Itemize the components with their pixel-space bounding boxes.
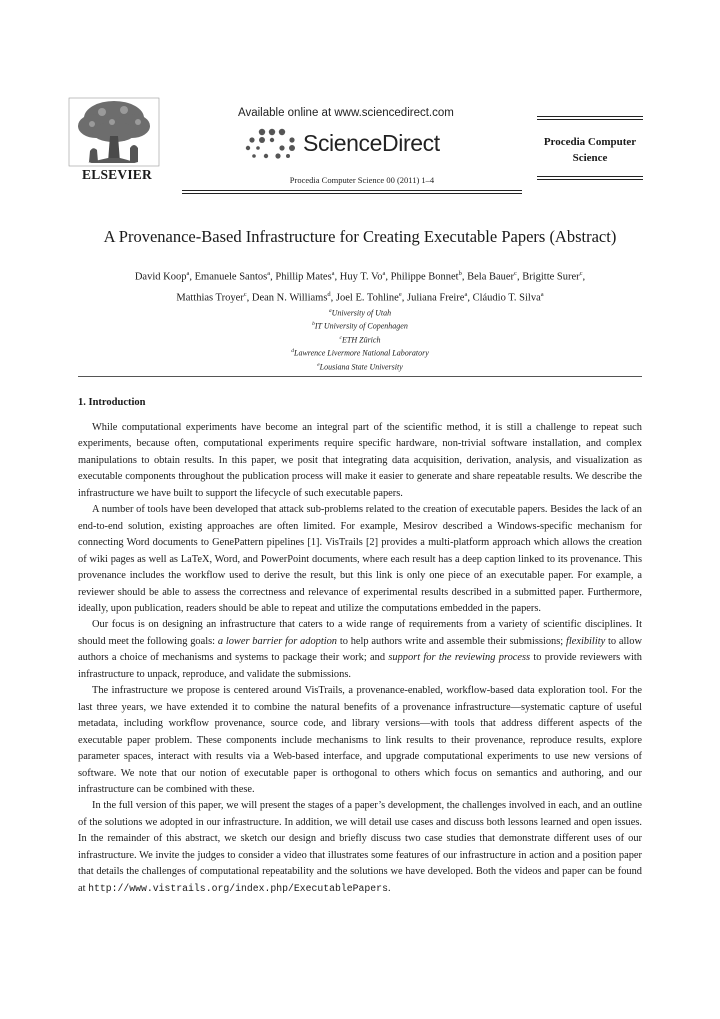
affiliation-marker: d [327,290,331,298]
author-name: Emanuele Santos [194,271,268,283]
text-run: to allow authors a choice of mechanisms and systems to package their work; and [78,635,642,664]
affiliation-marker: e [398,290,402,298]
journal-box-rule [537,116,643,117]
affiliation-name: IT University of Copenhagen [314,322,408,332]
affiliation-marker: a [540,290,544,298]
section-body [78,420,642,897]
emphasis-text: a lower barrier for adoption [217,635,338,647]
text-run: While computational experiments have become an integral part of the scientific method, it is still a challenge to repeat such experiments, because often, computational experiments require specific hardware, non-trivial software installation, and complex manipulations to obtain results. In this paper, we posit that integrating data acquisition, derivation, analysis, and visualization as executable components throughout the publication process will make it easier to generate and share repeatable results. We describe the infrastructure we have built to support the lifecycle of such executable papers. [78,422,642,499]
text-run: to help authors write and assemble their submissions; [337,635,566,647]
affiliation-key: d [291,348,294,355]
section-heading: 1. Introduction [78,397,146,408]
author-name: Phillip Mates [275,271,332,283]
author-name: David Koop [134,271,187,283]
author-name: Philippe Bonnet [390,271,459,283]
url-link[interactable]: http://www.vistrails.org/index.php/ExecutablePapers [88,882,388,894]
text-run: Our focus is on designing an infrastructure that caters to a wide range of requirements from a variety of scientific disciplines. It should meet the following goals: [78,619,642,647]
available-online-text: Available online at www.sciencedirect.com [238,107,454,119]
text-run: . [387,882,391,894]
affiliation-marker: a [186,270,190,277]
affiliation-key: a [328,308,332,314]
author-list: David Koop$^a$, Emanuele Santos$^a$, Phillip Mates$^a$, Huy T. Vo$^a$, Philippe Bonnet$^b$, Bela Bauer$^c$, Brigitte Surer$^c$, Matthias Troyer$^c$, Dean N. Williams$^d$, Joel E. Tohline$^e$, Juliana Freire$^a$, Cláudio T. Silva$^a$ [134,270,586,303]
affiliation-name: Lawrence Livermore National Laboratory [294,349,429,359]
emphasis-text: flexibility [565,635,606,647]
sciencedirect-wordmark: ScienceDirect [303,130,440,156]
author-name: Juliana Freire [407,292,465,303]
text-run: A number of tools have been developed that attack sub-problems related to the creation of executable papers. Besides the lack of an end-to-end solution, existing approaches are often limited. For example, Mesirov described a Windows-specific mechanism for connecting Word documents to GenePattern pipelines [1]. VisTrails [2] provides a multi-platform approach which allows the creation of wiki pages as well as LaTeX, Word, and PowerPoint documents, where each result has a deep caption linked to its provenance. This provenance includes the workflow used to derive the result, but this link is only one piece of an executable paper. For example, a reviewer should be able to assess the correctness and relevance of experimental results described in a submitted paper. Furthermore, ideally, upon publication, readers should be able to repeat and utilize the computations embedded in the papers. [78,504,642,614]
affiliation-key: e [317,361,320,368]
text-run: The infrastructure we propose is centered around VisTrails, a provenance-enabled, workflow-based data exploration tool. For the last three years, we have extended it to combine the natural benefits of a provenance infrastructure—systematic capture of useful metadata, including workflow provenance, source code, and library versions—with tools that address different aspects of the executable paper problem. These components include mechanisms to link results to their provenance, reproduce results, explore parameter spaces, interact with results via a Web-based interface, and upgrade computational experiments to use new versions of software. We note that our notion of executable paper is orthogonal to others which focus on semantics and authoring, and our infrastructure can be combined with these. [78,685,642,795]
author-name: Joel E. Tohline [335,292,399,303]
emphasis-text: support for the reviewing process [388,652,531,664]
affiliation-marker: a [464,290,468,298]
affiliation-item [210,306,510,319]
affiliation-key: b [312,321,315,328]
body-paragraph [78,502,642,617]
affiliation-marker: a [331,270,335,277]
affiliation-marker: c [243,290,247,298]
affiliation-item [210,346,510,359]
text-run: to provide reviewers with infrastructure to unpack, reproduce, and validate the submissions. [78,652,642,680]
affiliation-marker: c [514,270,517,277]
affiliation-item [210,319,510,332]
title-divider [78,376,642,377]
affiliation-list [210,306,510,373]
header-rule [182,193,522,194]
affiliation-marker: a [382,270,386,277]
publisher-name: ELSEVIER [82,167,152,182]
affiliation-marker: c [579,270,583,277]
author-name: Huy T. Vo [339,271,383,283]
journal-citation: Procedia Computer Science 00 (2011) 1–4 [289,175,435,185]
journal-title: Procedia Computer Science [543,136,637,164]
affiliation-item [210,360,510,373]
affiliation-marker: b [458,270,462,277]
author-name: Dean N. Williams [251,292,328,303]
affiliation-marker: a [267,270,271,277]
author-name: Brigitte Surer [522,271,580,283]
body-paragraph [78,683,642,798]
body-paragraph [78,420,642,502]
paper-title: A Provenance-Based Infrastructure for Creating Executable Papers (Abstract) [103,227,617,246]
affiliation-name: University of Utah [331,308,392,318]
header-rule [182,190,522,191]
body-paragraph [78,617,642,683]
affiliation-name: ETH Zürich [342,335,381,345]
text-run: In the full version of this paper, we will present the stages of a paper’s development, the challenges involved in each, and an outline of the solutions we adopted in our infrastructure. In addition, we will detail use cases and discuss both lessons learned and open issues. In the remainder of this abstract, we sketch our design and briefly discuss two case studies that demonstrate different uses of our infrastructure. We invite the judges to consider a video that illustrates some features of our infrastructure in action and a position paper that details the challenges of computational repeatability and the solutions we have developed. Both the videos and paper can be found at [78,800,642,894]
affiliation-item [210,333,510,346]
author-name: Matthias Troyer [176,292,244,303]
author-name: Bela Bauer [467,271,515,283]
body-paragraph [78,798,642,897]
journal-box-rule [537,179,643,180]
journal-box-rule [537,119,643,120]
affiliation-key: c [339,334,342,341]
author-name: Cláudio T. Silva [472,292,541,303]
affiliation-name: Lousiana State University [319,362,403,372]
journal-box-rule [537,176,643,177]
